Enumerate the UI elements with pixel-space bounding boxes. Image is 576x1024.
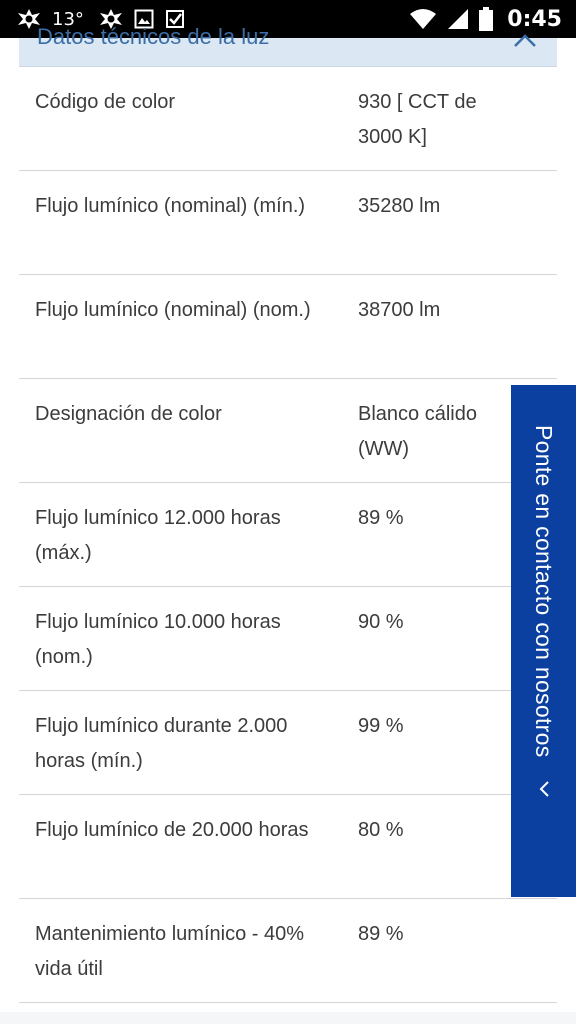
spec-label: Flujo lumínico durante 2.000 horas (mín.) <box>35 715 288 772</box>
table-row <box>19 171 557 275</box>
spec-label: Código de color <box>35 91 176 113</box>
spec-value: 99 % <box>358 715 404 737</box>
temperature-text: 13° <box>52 8 84 30</box>
spec-table <box>19 67 557 1003</box>
spec-value: 38700 lm <box>358 299 441 321</box>
spec-value: Blanco cálido (WW) <box>358 403 477 460</box>
section-title: Datos técnicos de la luz <box>37 24 270 49</box>
chevron-left-icon <box>537 780 551 802</box>
battery-icon <box>479 7 493 31</box>
wifi-icon <box>409 8 437 30</box>
table-row <box>19 899 557 1003</box>
table-row <box>19 483 557 587</box>
spec-value: 90 % <box>358 611 404 633</box>
spec-label: Flujo lumínico (nominal) (nom.) <box>35 299 311 321</box>
clock-text: 0:45 <box>507 6 562 32</box>
contact-us-label: Ponte en contacto con nosotros <box>531 425 557 758</box>
chevron-up-icon[interactable] <box>513 32 537 52</box>
table-row <box>19 67 557 171</box>
spec-label: Flujo lumínico 12.000 horas (máx.) <box>35 507 281 564</box>
spec-value: 930 [ CCT de 3000 K] <box>358 91 477 148</box>
spec-value: 35280 lm <box>358 195 441 217</box>
spec-value: 89 % <box>358 923 404 945</box>
table-row <box>19 587 557 691</box>
spec-label: Flujo lumínico de 20.000 horas <box>35 819 309 841</box>
bottom-strip <box>0 1012 576 1024</box>
table-row <box>19 795 557 899</box>
table-row <box>19 691 557 795</box>
spec-value: 89 % <box>358 507 404 529</box>
section-header[interactable] <box>19 24 557 67</box>
signal-icon <box>447 8 469 30</box>
spec-value: 80 % <box>358 819 404 841</box>
spec-label: Mantenimiento lumínico - 40% vida útil <box>35 923 305 980</box>
table-row <box>19 379 557 483</box>
spec-label: Flujo lumínico (nominal) (mín.) <box>35 195 306 217</box>
spec-label: Flujo lumínico 10.000 horas (nom.) <box>35 611 281 668</box>
spec-label: Designación de color <box>35 403 222 425</box>
status-bar-right <box>409 7 562 32</box>
contact-us-tab[interactable] <box>511 385 576 897</box>
table-row <box>19 275 557 379</box>
